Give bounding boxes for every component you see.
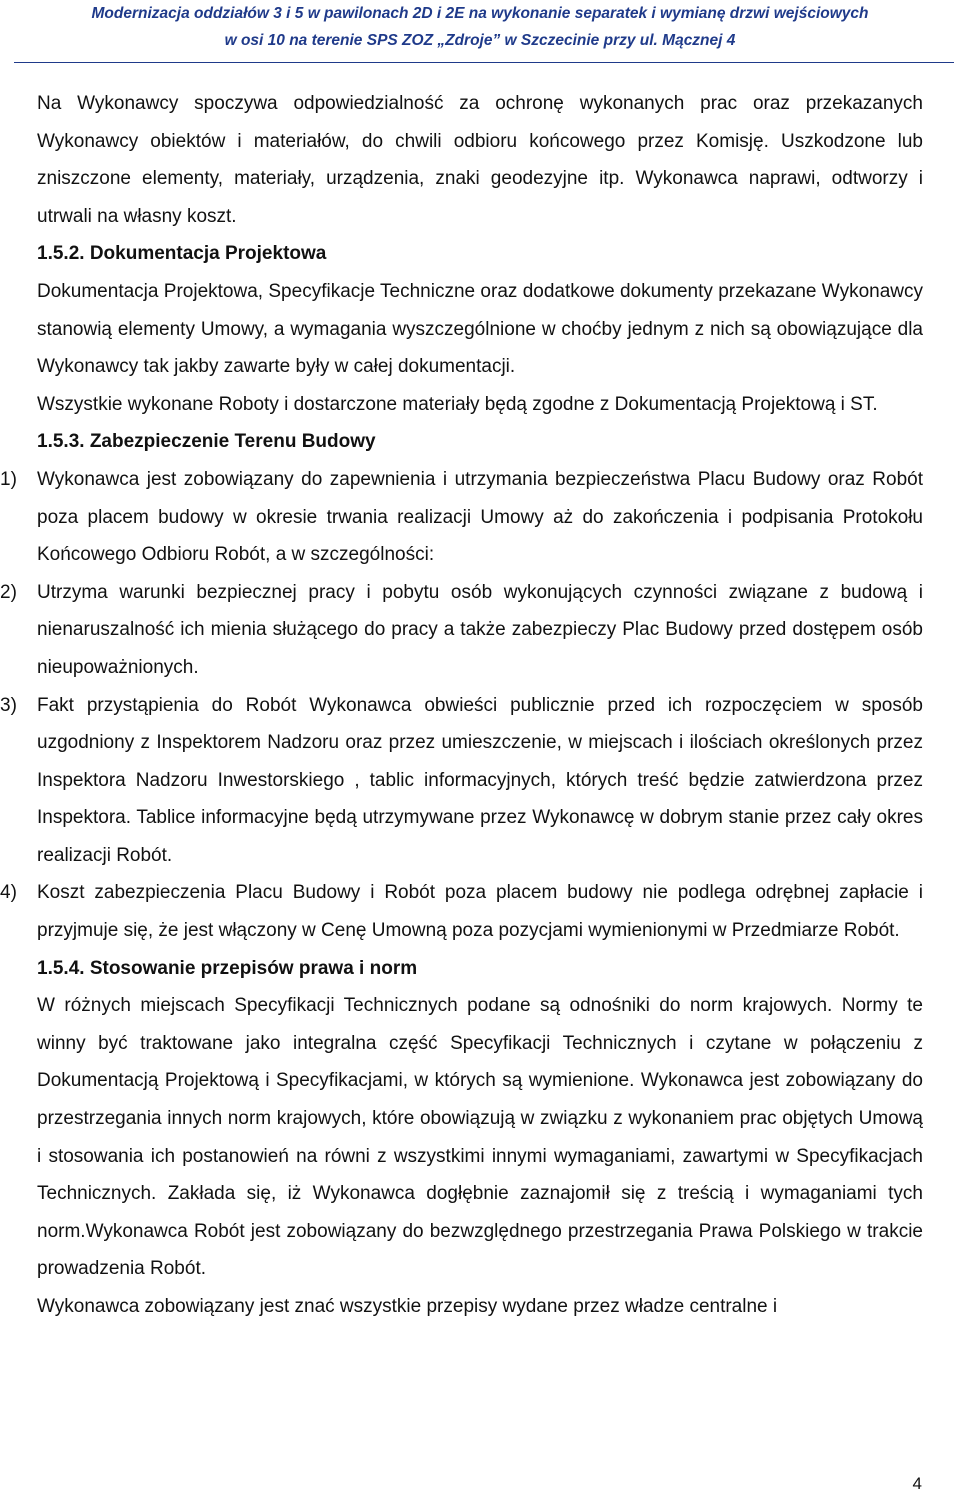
page-number: 4: [912, 1474, 922, 1493]
section-title: Stosowanie przepisów prawa i norm: [89, 957, 418, 979]
list-number: 4): [0, 882, 17, 904]
section-number: 1.5.4.: [37, 957, 85, 979]
list-number: 3): [0, 694, 17, 716]
section-heading-1-5-3: [37, 423, 923, 461]
list-text: Utrzyma warunki bezpiecznej pracy i pobytu osób wykonujących czynności związane z budową i nienaruszalność ich mienia służącego do pracy a także zabezpieczy Plac Budowy przed dostępem osób nieupoważnionych.: [37, 581, 923, 678]
page-header: [0, 0, 960, 64]
section-heading-1-5-2: [37, 235, 923, 273]
section-title: Dokumentacja Projektowa: [89, 243, 327, 265]
section-number: 1.5.3.: [37, 431, 85, 453]
list-item: [0, 574, 923, 687]
list-text: Fakt przystąpienia do Robót Wykonawca obwieści publicznie przed ich rozpoczęciem w sposób uzgodniony z Inspektorem Nadzoru oraz przez umieszczenie, w miejscach i ilościach określonych przez Inspektora Nadzoru Inwestorskiego , tablic informacyjnych, których treść będzie zatwierdzona przez Inspektora. Tablice informacyjne będą utrzymywane przez Wykonawcę w dobrym stanie przez cały okres realizacji Robót.: [37, 694, 923, 866]
paragraph: W różnych miejscach Specyfikacji Technicznych podane są odnośniki do norm krajowych. Normy te winny być traktowane jako integralna część Specyfikacji Technicznych i czytane w połączeniu z Dokumentacją Projektową i Specyfikacjami, w których są wymienione. Wykonawca jest zobowiązany do przestrzegania innych norm krajowych, które obowiązują w związku z wykonaniem prac objętych Umową i stosowania ich postanowień na równi z wszystkimi innymi wymaganiami, zawartymi w Specyfikacjach Technicznych. Zakłada się, iż Wykonawca dogłębnie zaznajomił się z treścią i wymaganiami tych norm.Wykonawca Robót jest zobowiązany do bezwzględnego przestrzegania Prawa Polskiego w trakcie prowadzenia Robót.: [37, 995, 923, 1280]
section-heading-1-5-4: [37, 950, 923, 988]
list-text: Wykonawca jest zobowiązany do zapewnienia i utrzymania bezpieczeństwa Placu Budowy oraz Robót poza placem budowy w okresie trwania realizacji Umowy aż do zakończenia i podpisania Protokołu Końcowego Odbioru Robót, a w szczególności:: [37, 468, 923, 566]
list-number: 2): [0, 581, 17, 603]
header-title-line-2: w osi 10 na terenie SPS ZOZ „Zdroje” w Szczecinie przy ul. Mącznej 4: [224, 32, 736, 49]
paragraph: Wszystkie wykonane Roboty i dostarczone materiały będą zgodne z Dokumentacją Projektową i ST.: [37, 393, 878, 415]
section-number: 1.5.2.: [37, 243, 85, 265]
list-item: [0, 874, 923, 949]
list-item: [0, 461, 923, 574]
paragraph: Wykonawca zobowiązany jest znać wszystkie przepisy wydane przez władze centralne i: [37, 1296, 778, 1317]
paragraph: Dokumentacja Projektowa, Specyfikacje Techniczne oraz dodatkowe dokumenty przekazane Wykonawcy stanowią elementy Umowy, a wymagania wyszczególnione w choćby jednym z nich są obowiązujące dla Wykonawcy tak jakby zawarte były w całej dokumentacji.: [37, 280, 923, 378]
list-number: 1): [0, 468, 17, 490]
list-text: Koszt zabezpieczenia Placu Budowy i Robót poza placem budowy nie podlega odrębnej zapłacie i przyjmuje się, że jest włączony w Cenę Umowną poza pozycjami wymienionymi w Przedmiarze Robót.: [37, 882, 923, 942]
list-item: [0, 687, 923, 875]
document-body: [0, 85, 923, 1326]
header-title-line-1: Modernizacja oddziałów 3 i 5 w pawilonach 2D i 2E na wykonanie separatek i wymianę drzwi wejściowych: [91, 5, 869, 22]
intro-paragraph: Na Wykonawcy spoczywa odpowiedzialność za ochronę wykonanych prac oraz przekazanych Wykonawcy obiektów i materiałów, do chwili odbioru końcowego przez Komisję. Uszkodzone lub zniszczone elementy, materiały, urządzenia, znaki geodezyjne itp. Wykonawca naprawi, odtworzy i utrwali na własny koszt.: [37, 93, 923, 227]
header-divider: [14, 62, 954, 63]
section-title: Zabezpieczenie Terenu Budowy: [89, 431, 376, 453]
